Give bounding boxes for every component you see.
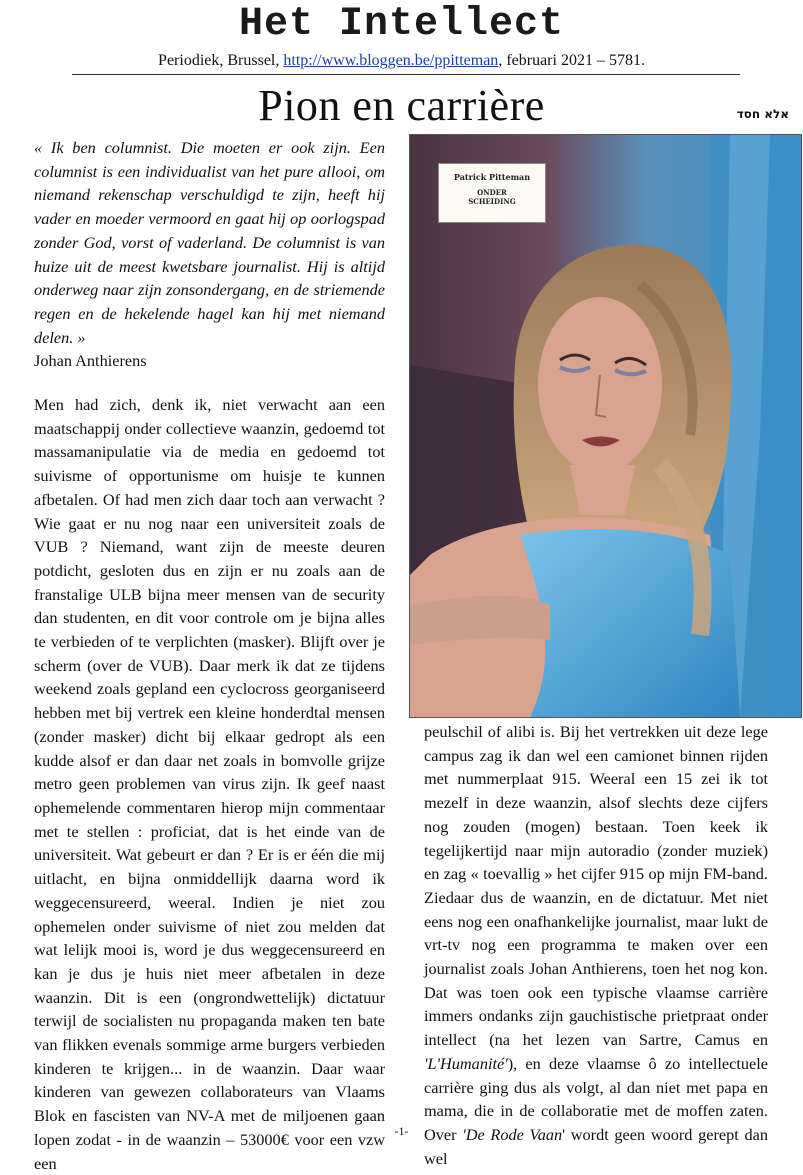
painting-image [409,134,802,718]
article-body-right-italic-2: 'De Rode Vaan [462,1124,563,1144]
hebrew-tag: אלא חסד [736,107,789,121]
subline-prefix: Periodiek, Brussel, [158,52,284,69]
article-body-right-mid: ), en deze vlaamse ô zo intellectuele carrière ging dus als volgt, al dan niet met papa en mama, die in de collaboratie met de moffen zaten. Over [424,1053,768,1144]
masthead: Het Intellect [238,2,565,47]
subline-suffix: , februari 2021 – 5781. [498,52,645,69]
article-body-right-end: ' wordt geen woord gerept dan wel [424,1124,769,1168]
left-column [34,136,385,1175]
blog-link[interactable]: http://www.bloggen.be/ppitteman [283,52,499,69]
header-divider [72,74,740,75]
publication-subline [0,52,803,70]
painting-label-card [438,163,546,223]
article-body-left: Men had zich, denk ik, niet verwacht aan een maatschappij onder collectieve waanzin, gedoemd tot massamanipulatie via de media en gedoemd tot suivisme of opportunisme om huisje te kunnen afbetalen. Of had men zich daar toch aan verwacht ? Wie gaat er nu nog naar een universiteit zoals de VUB ? Niemand, want zijn de meeste deuren potdicht, gesloten dus en zijn er nu zoals aan de franstalige ULB bijna meer mensen van de security dan studenten, en dit voor controle om je bijna alles te verbieden of te verplichten (masker). Blijft over je scherm (over de VUB). Daar merk ik dat ze tijdens weekend zoals gepland een cyclocross georganiseerd hebben met bij vertrek een kleine honderdtal mensen (zonder masker) dicht bij elkaar gedropt als een kudde alsof er dan daar net zoals in bomvolle grijze metro geen problemen van virus zijn. Ik geef naast ophemelende commentaren hierop mijn commentaar met te stellen : proficiat, dat is het einde van de universiteit. Wat gebeurt er dan ? Er is er één die mij uitlacht, en bijna onmiddellijk daarna word ik weggecensureerd, weeral. Indien je niet zou ophemelen onder suivisme of niet zou melden dat wat lelijk mooi is, word je dus weggecensureerd en kan je dus je huis niet meer afbetalen in deze waanzin. Dit is een (ongrondwettelijk) dictatuur terwijl de socialisten nu propaganda maken ten bate van flikken evenals sommige arme burgers verbieden kinderen te krijgen... in de waanzin. Daar waar kinderen van gewezen collaborateurs van Vlaams Blok en fascisten van NV-A met de miljoenen gaan lopen zodat - in de waanzin – 53000€ voor een vzw een [34,395,385,1173]
epigraph-author: Johan Anthierens [34,351,147,371]
painting-label-title-2: SCHEIDING [468,197,516,206]
epigraph-quote: « Ik ben columnist. Die moeten er ook zijn. Een columnist is een individualist van het pure allooi, om niemand rekenschap verschuldigd te zijn, heeft hij vader en moeder vermoord en gaat hij op oorlogspad zonder God, vorst of vaderland. De columnist is van huize uit de meest kwetsbare journalist. Hij is altijd onderweg naar zijn zonsondergang, en de striemende regen en de hekelende hagel kan hij met niemand delen. » [34,138,385,347]
right-column [424,720,768,1170]
painting-label-author: Patrick Pitteman [453,172,531,182]
painting-label-title-1: ONDER [477,188,507,197]
page-number: -1- [394,1124,409,1138]
article-body-right-italic-1: 'L'Humanité' [424,1053,508,1073]
article-body-right-start: peulschil of alibi is. Bij het vertrekken uit deze lege campus zag ik dan wel een camionet binnen rijden met nummerplaat 915. Weeral een 15 zei ik tot mezelf in deze waanzin, alsof slechts deze cijfers nog zouden (mogen) bestaan. Toen keek ik tegelijkertijd naar mijn autoradio (zonder muziek) en zag « toevallig » het cijfer 915 op mijn FM-band. Ziedaar dus de waanzin, en de dictatuur. Met niet eens nog een onafhankelijke journalist, maar lukt de vrt-tv nog een programma te maken over een journalist zoals Johan Anthierens, toen het nog kon. Dat was toen ook een typische vlaamse carrière immers ondanks zijn gauchistische prietpraat onder intellect (na het lezen van Sartre, Camus en [424,722,768,1050]
article-title: Pion en carrière [258,81,545,130]
